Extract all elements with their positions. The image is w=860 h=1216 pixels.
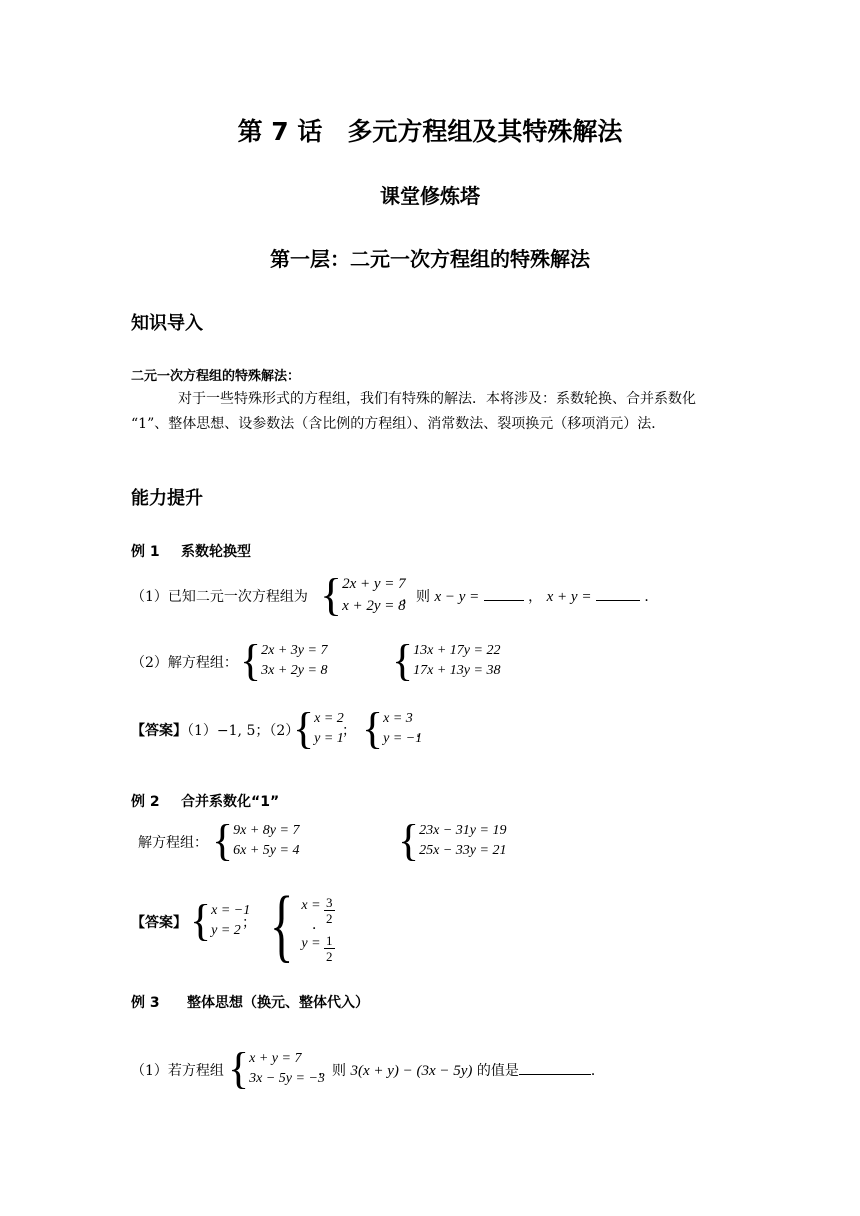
equation: 2x + y = 7 [342,576,406,592]
numerator: 1 [326,932,333,948]
example2-label: 例 2 [131,794,160,810]
equation-stack [314,709,344,749]
equation: 3x + 2y = 8 [261,663,328,678]
example1-q2-system1 [240,636,328,685]
text: ，则 [402,589,430,605]
example1-q2-system2 [392,636,501,685]
example1-title: 系数轮换型 [181,544,251,560]
example3-q1-system [228,1044,325,1093]
example3-q1-question [318,1060,605,1080]
text: ． [644,589,659,605]
text: ，则 [318,1063,346,1079]
example1-answer [131,720,299,740]
example1-q1-prefix: （1）已知二元一次方程组为 [131,589,308,605]
intro-subheading: 二元一次方程组的特殊解法： [131,369,301,384]
equation-stack [342,573,406,617]
example1-q2-prefix: （2）解方程组： [131,655,238,671]
answer-separator: ； [342,723,356,739]
expression: x + y = [546,589,592,605]
text: ， [528,589,543,605]
brace-symbol: { [392,636,414,685]
answer-label: 【答案】 [131,915,187,931]
example1-answer-system2 [362,704,423,753]
intro-paragraph-line1: 对于一些特殊形式的方程组，我们有特殊的解法．本将涉及：系数轮换、合并系数化 [178,391,696,407]
example1-q1-system [320,569,406,620]
equation: x = −1 [211,903,251,918]
brace-symbol: { [228,1044,250,1093]
intro-paragraph-line2: “1”、整体思想、设参数法（含比例的方程组）、消常数法、裂项换元（移项消元）法． [131,416,666,432]
denominator: 2 [326,910,333,926]
answer-end: ． [416,725,430,741]
section-subtitle: 课堂修炼塔 [380,184,480,208]
example2-q-prefix: 解方程组： [138,835,208,851]
answer-end: ． [312,917,326,933]
answer-blank[interactable] [596,600,640,601]
answer-blank[interactable] [519,1074,591,1075]
equation-stack [249,1049,325,1089]
equation: 3x − 5y = −3 [249,1071,325,1086]
equation-stack [261,641,327,681]
equation: x + y = 7 [249,1051,302,1066]
equation: 13x + 17y = 22 [413,643,501,658]
brace-symbol: { [320,569,343,620]
variable: x = [301,898,321,913]
equation-stack [413,641,500,681]
equation: 9x + 8y = 7 [233,823,300,838]
equation: 17x + 13y = 38 [413,663,501,678]
brace-symbol: { [240,636,262,685]
equation: 23x − 31y = 19 [419,823,507,838]
equation: y = 2 [211,923,241,938]
equation: 2x + 3y = 7 [261,643,328,658]
fraction [324,932,335,964]
equation: y = −1 [383,731,423,746]
answer-separator: ； [242,915,256,931]
variable: y = [301,936,321,951]
equation: 25x − 33y = 21 [419,843,507,858]
example3-q1-prefix: （1）若方程组 [131,1063,224,1079]
example2-system2 [398,816,507,865]
equation: x + 2y = 8 [342,598,406,614]
example1-label: 例 1 [131,544,160,560]
brace-symbol: { [269,879,294,970]
intro-heading: 知识导入 [131,313,203,334]
equation: x = 3 [383,711,413,726]
example2-system1 [212,816,300,865]
expression: 3(x + y) − (3x − 5y) [350,1063,473,1079]
example2-title: 合并系数化“1” [181,794,280,810]
brace-symbol: { [362,704,384,753]
brace-symbol: { [190,896,212,945]
example1-q1-question [402,586,658,606]
answer-text: （1）−1, 5；（2） [187,723,300,739]
page-title: 第 7 话 多元方程组及其特殊解法 [237,117,623,146]
example3-label: 例 3 [131,995,160,1011]
answer-label: 【答案】 [131,723,187,739]
example2-answer-label [131,912,187,932]
example1-answer-system1 [293,704,344,753]
layer-title: 第一层：二元一次方程组的特殊解法 [270,247,590,271]
brace-symbol: { [293,704,315,753]
example3-title: 整体思想（换元、整体代入） [187,995,369,1011]
expression: x − y = [434,589,480,605]
brace-symbol: { [212,816,234,865]
ability-heading: 能力提升 [131,488,203,509]
equation-stack [419,821,506,861]
brace-symbol: { [398,816,420,865]
text: 的值是 [476,1063,519,1079]
equation: y = 1 [314,731,344,746]
numerator: 3 [326,894,333,910]
equation: x = 2 [314,711,344,726]
equation: 6x + 5y = 4 [233,843,300,858]
denominator: 2 [326,948,333,964]
text: ． [590,1063,605,1079]
answer-blank[interactable] [484,600,524,601]
equation-stack [233,821,299,861]
